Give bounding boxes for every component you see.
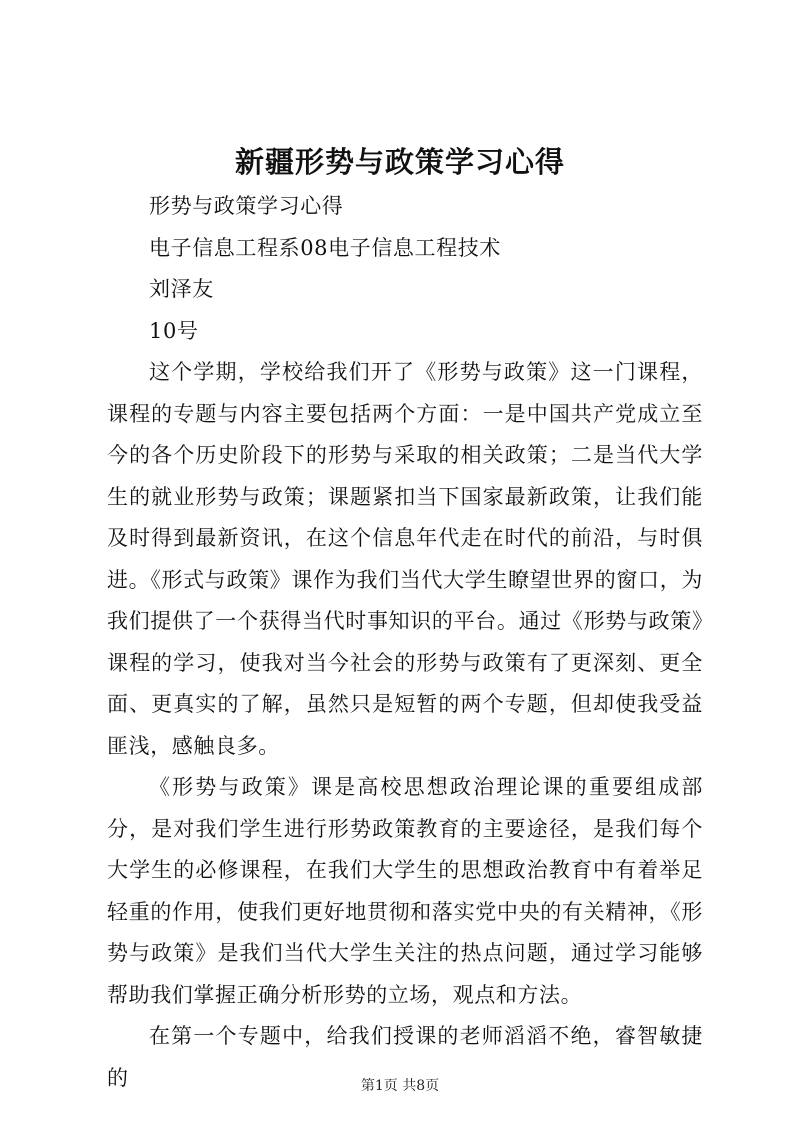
document-title: 新疆形势与政策学习心得 [234,145,565,179]
author-line: 刘泽友 [149,277,214,301]
document-body [107,186,703,1099]
body-paragraph: 《形势与政策》课是高校思想政治理论课的重要组成部分，是对我们学生进行形势政策教育的主要途径，是我们每个大学生的必修课程，在我们大学生的思想政治教育中有着举足轻重的作用，使我们更好地贯彻和落实党中央的有关精神，《形势与政策》是我们当代大学生关注的热点问题，通过学习能够帮助我们掌握正确分析形势的立场，观点和方法。 [107,775,703,1007]
subtitle-line: 形势与政策学习心得 [149,194,344,218]
page-footer: 第1页 共8页 [360,1078,440,1094]
number-line: 10号 [149,318,199,343]
body-paragraph: 这个学期，学校给我们开了《形势与政策》这一门课程，课程的专题与内容主要包括两个方面：一是中国共产党成立至今的各个历史阶段下的形势与采取的相关政策；二是当代大学生的就业形势与政策；课题紧扣当下国家最新政策，让我们能及时得到最新资讯，在这个信息年代走在时代的前沿，与时俱进。《形式与政策》课作为我们当代大学生瞭望世界的窗口，为我们提供了一个获得当代时事知识的平台。通过《形势与政策》课程的学习，使我对当今社会的形势与政策有了更深刻、更全面、更真实的了解，虽然只是短暂的两个专题，但却使我受益匪浅，感触良多。 [107,360,703,758]
department-line: 电子信息工程系08电子信息工程技术 [149,235,501,260]
body-paragraph: 在第一个专题中，给我们授课的老师滔滔不绝，睿智敏捷的 [107,1024,703,1090]
